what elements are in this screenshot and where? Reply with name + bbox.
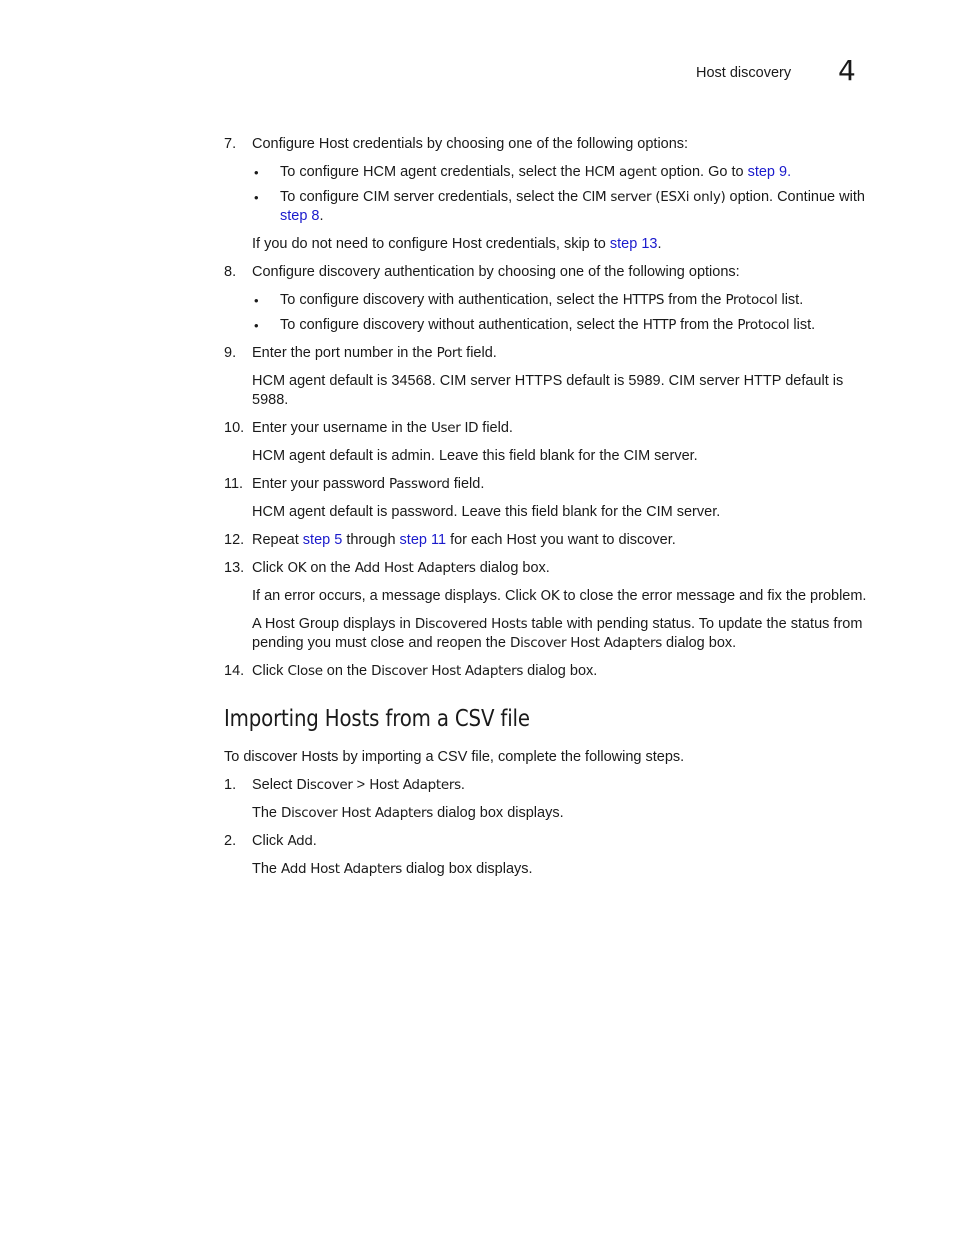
step-text: Click Close on the Discover Host Adapters dialog box. [252, 663, 598, 679]
step-number: 11. [224, 476, 244, 492]
note-text: A Host Group displays in Discovered Hosts table with pending status. To update the status from [252, 616, 863, 632]
note-text-cont: pending you must close and reopen the Discover Host Adapters dialog box. [252, 635, 737, 651]
bullet-text: To configure CIM server credentials, select the CIM server (ESXi only) option. Continue with [280, 189, 865, 205]
bullet-text-cont: step 8. [280, 208, 324, 224]
step-text: Enter the port number in the Port field. [252, 345, 497, 361]
bullet-text: To configure discovery with authentication, select the HTTPS from the Protocol list. [280, 292, 804, 308]
step-text: Repeat step 5 through step 11 for each Host you want to discover. [252, 532, 676, 548]
step-text: Click Add. [252, 833, 317, 849]
bullet-text: To configure HCM agent credentials, select the HCM agent option. Go to step 9. [280, 164, 792, 180]
step-number: 10. [224, 420, 245, 436]
step-number: 13. [224, 560, 245, 576]
step-link[interactable]: step 5 [302, 532, 343, 548]
note-text: HCM agent default is password. Leave this field blank for the CIM server. [252, 504, 721, 520]
note-text: HCM agent default is 34568. CIM server HTTPS default is 5989. CIM server HTTP default is [252, 373, 844, 389]
bullet: • [254, 165, 259, 180]
step-number: 9. [224, 345, 237, 361]
bullet: • [254, 318, 259, 333]
note-text: The Add Host Adapters dialog box displays. [252, 861, 533, 877]
step-link[interactable]: step 13 [609, 236, 658, 252]
step-number: 14. [224, 663, 245, 679]
step-text: Select Discover > Host Adapters. [252, 777, 465, 793]
note-text: HCM agent default is admin. Leave this field blank for the CIM server. [252, 448, 698, 464]
bullet-text: To configure discovery without authentication, select the HTTP from the Protocol list. [280, 317, 816, 333]
step-number: 1. [224, 777, 237, 793]
step-text: Click OK on the Add Host Adapters dialog box. [252, 560, 550, 576]
step-text: Configure discovery authentication by choosing one of the following options: [252, 264, 740, 280]
step-text: Enter your username in the User ID field. [252, 420, 513, 436]
note-text: If you do not need to configure Host credentials, skip to step 13. [252, 236, 662, 252]
running-header-section: Host discovery [696, 65, 792, 81]
bullet: • [254, 293, 259, 308]
step-text: Enter your password Password field. [252, 476, 485, 492]
section-intro: To discover Hosts by importing a CSV file, complete the following steps. [224, 749, 685, 765]
chapter-number: 4 [838, 54, 856, 87]
step-number: 7. [224, 136, 237, 152]
note-text: The Discover Host Adapters dialog box displays. [252, 805, 564, 821]
step-link[interactable]: step 8 [280, 208, 320, 224]
section-heading: Importing Hosts from a CSV file [224, 706, 530, 732]
step-number: 12. [224, 532, 245, 548]
note-text-cont: 5988. [252, 392, 289, 408]
step-number: 2. [224, 833, 237, 849]
step-number: 8. [224, 264, 237, 280]
note-text: If an error occurs, a message displays. Click OK to close the error message and fix the problem. [252, 588, 867, 604]
step-link[interactable]: step 11 [399, 532, 447, 548]
step-link[interactable]: step 9 [747, 164, 788, 180]
step-text: Configure Host credentials by choosing one of the following options: [252, 136, 689, 152]
bullet: • [254, 190, 259, 205]
